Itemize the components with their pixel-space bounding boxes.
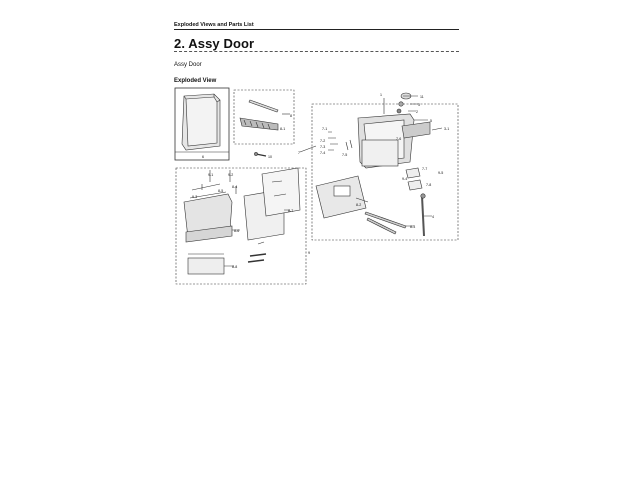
callout-3: 3 (418, 103, 420, 107)
callout-1: 1 (380, 93, 382, 97)
callout-8-7: 8-7 (288, 209, 294, 213)
callout-8-3: 8-3 (410, 225, 416, 229)
section-title: 2. Assy Door (174, 36, 255, 51)
callout-6: 6 (202, 155, 204, 159)
callout-7-3: 7-3 (320, 145, 326, 149)
callout-8: 8 (290, 114, 292, 118)
callout-5-1: 3-1 (444, 127, 450, 131)
kick-plate-drawing (188, 258, 224, 274)
section-subtitle: Assy Door (174, 62, 202, 68)
callout-8-5: 8-5 (218, 189, 224, 193)
callout-9-3: 9-3 (192, 195, 198, 199)
callout-9-1: 9-1 (208, 173, 214, 177)
running-header: Exploded Views and Parts List (174, 22, 254, 28)
callout-9-2: 9-2 (228, 173, 234, 177)
callout-2: 2 (416, 110, 418, 114)
rail-drawing (249, 100, 278, 112)
callout-7-5: 7-5 (342, 153, 348, 157)
handle-parts-box (234, 90, 294, 144)
seal-drawing (316, 176, 366, 218)
exploded-view-diagram (170, 86, 460, 286)
callout-7-6: 7-6 (396, 137, 402, 141)
callout-5: 5 (430, 119, 432, 123)
callout-8-8: 8-8 (232, 265, 238, 269)
shield-drawing (262, 168, 300, 216)
callout-4: 4 (432, 215, 434, 219)
callout-8-6: 8-6 (234, 229, 240, 233)
callout-9: 9 (308, 251, 310, 255)
callout-10: 10 (268, 155, 272, 159)
callout-8-2: 8-2 (356, 203, 362, 207)
callout-7-1: 7-1 (322, 127, 328, 131)
callout-9-5: 9-5 (438, 171, 444, 175)
exploded-view-heading: Exploded View (174, 78, 217, 84)
callout-11: 11 (420, 95, 424, 99)
header-rule (174, 29, 459, 30)
title-rule (174, 51, 459, 52)
callout-8-4: 8-4 (232, 185, 238, 189)
callout-7-4: 7-4 (320, 151, 326, 155)
spring-drawing (422, 196, 424, 236)
callout-9-4: 9-4 (402, 177, 408, 181)
callout-7: 7 (298, 151, 300, 155)
callout-8-1: 8-1 (280, 127, 286, 131)
callout-7-8: 7-8 (426, 183, 432, 187)
callout-7-2: 7-2 (320, 139, 326, 143)
callout-7-7: 7-7 (422, 167, 428, 171)
